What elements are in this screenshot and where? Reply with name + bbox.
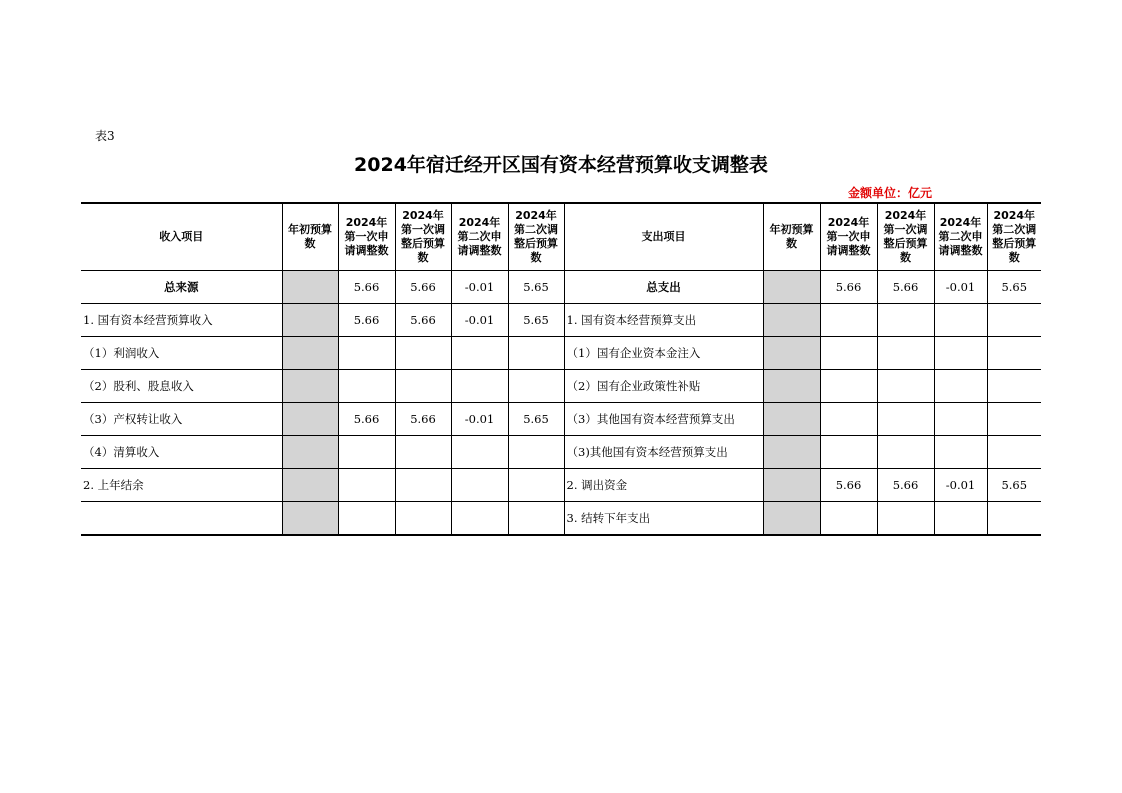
expense-item: 总支出 bbox=[564, 271, 763, 304]
expense-initial-budget bbox=[763, 403, 820, 436]
income-initial-budget bbox=[282, 304, 338, 337]
expense-first-adjusted-budget bbox=[877, 304, 934, 337]
income-item: （4）清算收入 bbox=[81, 436, 282, 469]
header-expense-first-adjusted-budget: 2024年第一次调整后预算数 bbox=[877, 203, 934, 271]
income-item: 2. 上年结余 bbox=[81, 469, 282, 502]
income-initial-budget bbox=[282, 271, 338, 304]
income-second-adjustment: -0.01 bbox=[451, 304, 508, 337]
income-first-adjustment bbox=[338, 502, 395, 536]
income-initial-budget bbox=[282, 370, 338, 403]
expense-second-adjusted-budget bbox=[987, 337, 1041, 370]
income-first-adjusted-budget bbox=[395, 370, 451, 403]
expense-second-adjusted-budget bbox=[987, 304, 1041, 337]
header-income-first-adjusted-budget: 2024年第一次调整后预算数 bbox=[395, 203, 451, 271]
table-row bbox=[81, 304, 1041, 337]
income-first-adjusted-budget: 5.66 bbox=[395, 271, 451, 304]
table-row bbox=[81, 436, 1041, 469]
header-expense-initial-budget: 年初预算数 bbox=[763, 203, 820, 271]
table-row bbox=[81, 337, 1041, 370]
expense-second-adjusted-budget bbox=[987, 502, 1041, 536]
expense-first-adjustment bbox=[820, 403, 877, 436]
income-item: （3）产权转让收入 bbox=[81, 403, 282, 436]
income-second-adjustment bbox=[451, 337, 508, 370]
income-second-adjustment bbox=[451, 469, 508, 502]
header-income-item: 收入项目 bbox=[81, 203, 282, 271]
expense-initial-budget bbox=[763, 469, 820, 502]
income-initial-budget bbox=[282, 469, 338, 502]
income-second-adjustment: -0.01 bbox=[451, 271, 508, 304]
expense-item: （2）国有企业政策性补贴 bbox=[564, 370, 763, 403]
expense-initial-budget bbox=[763, 370, 820, 403]
header-income-second-adjustment: 2024年第二次申请调整数 bbox=[451, 203, 508, 271]
expense-item: 3. 结转下年支出 bbox=[564, 502, 763, 536]
income-first-adjusted-budget: 5.66 bbox=[395, 403, 451, 436]
income-second-adjusted-budget bbox=[508, 337, 564, 370]
table-number-label: 表3 bbox=[95, 129, 115, 143]
table-row bbox=[81, 403, 1041, 436]
expense-first-adjustment bbox=[820, 370, 877, 403]
expense-second-adjustment: -0.01 bbox=[934, 469, 987, 502]
header-row bbox=[81, 203, 1041, 271]
expense-item: （3）其他国有资本经营预算支出 bbox=[564, 403, 763, 436]
income-second-adjusted-budget: 5.65 bbox=[508, 304, 564, 337]
header-expense-second-adjustment: 2024年第二次申请调整数 bbox=[934, 203, 987, 271]
expense-first-adjusted-budget bbox=[877, 370, 934, 403]
expense-second-adjustment bbox=[934, 304, 987, 337]
expense-first-adjustment bbox=[820, 337, 877, 370]
expense-first-adjustment: 5.66 bbox=[820, 469, 877, 502]
income-initial-budget bbox=[282, 502, 338, 536]
expense-second-adjusted-budget bbox=[987, 403, 1041, 436]
expense-first-adjusted-budget bbox=[877, 436, 934, 469]
expense-initial-budget bbox=[763, 304, 820, 337]
income-initial-budget bbox=[282, 403, 338, 436]
table-row bbox=[81, 370, 1041, 403]
expense-item: 1. 国有资本经营预算支出 bbox=[564, 304, 763, 337]
expense-second-adjusted-budget: 5.65 bbox=[987, 271, 1041, 304]
expense-second-adjustment bbox=[934, 403, 987, 436]
income-first-adjustment bbox=[338, 436, 395, 469]
income-first-adjusted-budget bbox=[395, 469, 451, 502]
expense-initial-budget bbox=[763, 502, 820, 536]
income-second-adjusted-budget: 5.65 bbox=[508, 271, 564, 304]
expense-item: 2. 调出资金 bbox=[564, 469, 763, 502]
expense-first-adjusted-budget bbox=[877, 337, 934, 370]
income-second-adjusted-budget bbox=[508, 370, 564, 403]
income-second-adjusted-budget bbox=[508, 502, 564, 536]
expense-second-adjustment bbox=[934, 436, 987, 469]
expense-second-adjustment bbox=[934, 337, 987, 370]
income-second-adjustment bbox=[451, 502, 508, 536]
income-first-adjustment: 5.66 bbox=[338, 271, 395, 304]
expense-first-adjustment bbox=[820, 304, 877, 337]
expense-initial-budget bbox=[763, 337, 820, 370]
income-first-adjusted-budget bbox=[395, 502, 451, 536]
income-first-adjusted-budget bbox=[395, 436, 451, 469]
expense-first-adjustment bbox=[820, 436, 877, 469]
header-expense-item: 支出项目 bbox=[564, 203, 763, 271]
income-item: 总来源 bbox=[81, 271, 282, 304]
expense-first-adjusted-budget: 5.66 bbox=[877, 469, 934, 502]
expense-item: （1）国有企业资本金注入 bbox=[564, 337, 763, 370]
table-row bbox=[81, 469, 1041, 502]
expense-second-adjustment: -0.01 bbox=[934, 271, 987, 304]
income-first-adjustment bbox=[338, 370, 395, 403]
income-second-adjustment: -0.01 bbox=[451, 403, 508, 436]
income-first-adjustment bbox=[338, 469, 395, 502]
expense-first-adjustment bbox=[820, 502, 877, 536]
expense-first-adjusted-budget bbox=[877, 502, 934, 536]
income-first-adjustment: 5.66 bbox=[338, 403, 395, 436]
expense-second-adjusted-budget bbox=[987, 436, 1041, 469]
header-income-initial-budget: 年初预算数 bbox=[282, 203, 338, 271]
amount-unit-label: 金额单位：亿元 bbox=[848, 186, 933, 200]
table-row-total bbox=[81, 271, 1041, 304]
expense-second-adjusted-budget: 5.65 bbox=[987, 469, 1041, 502]
income-first-adjustment: 5.66 bbox=[338, 304, 395, 337]
income-item: （1）利润收入 bbox=[81, 337, 282, 370]
header-expense-second-adjusted-budget: 2024年第二次调整后预算数 bbox=[987, 203, 1041, 271]
expense-first-adjustment: 5.66 bbox=[820, 271, 877, 304]
income-initial-budget bbox=[282, 337, 338, 370]
page-title: 2024年宿迁经开区国有资本经营预算收支调整表 bbox=[354, 154, 768, 176]
income-second-adjusted-budget bbox=[508, 469, 564, 502]
table-row bbox=[81, 502, 1041, 536]
header-income-first-adjustment: 2024年第一次申请调整数 bbox=[338, 203, 395, 271]
income-second-adjustment bbox=[451, 436, 508, 469]
expense-initial-budget bbox=[763, 271, 820, 304]
header-income-second-adjusted-budget: 2024年第二次调整后预算数 bbox=[508, 203, 564, 271]
expense-first-adjusted-budget: 5.66 bbox=[877, 271, 934, 304]
income-initial-budget bbox=[282, 436, 338, 469]
income-second-adjusted-budget: 5.65 bbox=[508, 403, 564, 436]
income-second-adjustment bbox=[451, 370, 508, 403]
income-first-adjustment bbox=[338, 337, 395, 370]
expense-initial-budget bbox=[763, 436, 820, 469]
expense-second-adjusted-budget bbox=[987, 370, 1041, 403]
expense-first-adjusted-budget bbox=[877, 403, 934, 436]
budget-adjustment-table bbox=[81, 202, 1041, 536]
expense-second-adjustment bbox=[934, 502, 987, 536]
income-item: （2）股利、股息收入 bbox=[81, 370, 282, 403]
income-second-adjusted-budget bbox=[508, 436, 564, 469]
expense-item: （3)其他国有资本经营预算支出 bbox=[564, 436, 763, 469]
income-item bbox=[81, 502, 282, 536]
expense-second-adjustment bbox=[934, 370, 987, 403]
income-item: 1. 国有资本经营预算收入 bbox=[81, 304, 282, 337]
income-first-adjusted-budget bbox=[395, 337, 451, 370]
income-first-adjusted-budget: 5.66 bbox=[395, 304, 451, 337]
header-expense-first-adjustment: 2024年第一次申请调整数 bbox=[820, 203, 877, 271]
